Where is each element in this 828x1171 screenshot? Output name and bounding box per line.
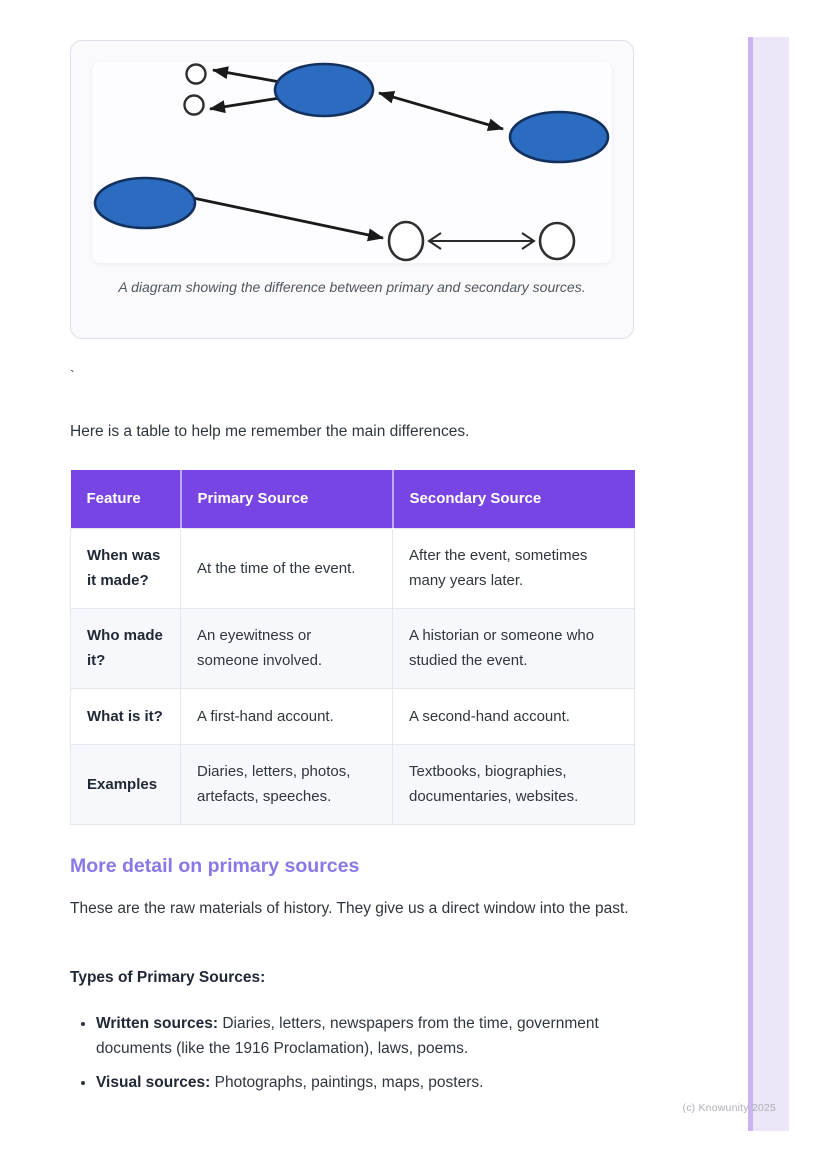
cell-secondary: After the event, sometimes many years later. (393, 528, 635, 608)
table-row (71, 688, 635, 744)
list-title: Types of Primary Sources: (70, 969, 266, 986)
outline-circle-bottom-right (540, 223, 574, 259)
intro-text: Here is a table to help me remember the main differences. (70, 423, 470, 440)
double-arrow-top-right (379, 93, 503, 129)
page-edge-strip (748, 37, 789, 1131)
bullet-text: Diaries, letters, newspapers from the time, government documents (like the 1916 Proclamation), laws, poems. (96, 1015, 599, 1057)
bullet-label: Visual sources: (96, 1074, 211, 1091)
arrow-to-small-circle-1 (213, 70, 280, 82)
cell-primary: A first-hand account. (181, 688, 393, 744)
list-item (96, 1011, 634, 1061)
table-header-row (71, 470, 635, 528)
cell-feature: Who made it? (71, 608, 181, 688)
bullet-label: Written sources: (96, 1015, 219, 1032)
cell-primary: At the time of the event. (181, 528, 393, 608)
diagram-card (70, 40, 634, 339)
sources-diagram (92, 62, 612, 263)
cell-secondary: A second-hand account. (393, 688, 635, 744)
list-item (96, 1070, 634, 1095)
header-secondary-source: Secondary Source (393, 470, 635, 528)
stray-backtick: ` (70, 367, 75, 383)
copyright-text: (c) Knowunity 2025 (682, 1102, 776, 1114)
header-feature: Feature (71, 470, 181, 528)
cell-primary: Diaries, letters, photos, artefacts, speeches. (181, 744, 393, 824)
section-paragraph: These are the raw materials of history. They give us a direct window into the past. (70, 900, 629, 917)
small-outline-circle-2 (185, 96, 204, 115)
small-outline-circle-1 (187, 65, 206, 84)
bullet-text: Photographs, paintings, maps, posters. (210, 1074, 484, 1091)
comparison-table (70, 470, 635, 825)
diagram-panel (92, 62, 612, 263)
cell-secondary: A historian or someone who studied the event. (393, 608, 635, 688)
outline-circle-bottom-left (389, 222, 423, 260)
section-heading: More detail on primary sources (70, 855, 360, 877)
header-primary-source: Primary Source (181, 470, 393, 528)
arrow-bottom-long (193, 198, 383, 238)
blue-ellipse-bottom-left (95, 178, 195, 228)
blue-ellipse-right (510, 112, 608, 162)
cell-feature: Examples (71, 744, 181, 824)
cell-primary: An eyewitness or someone involved. (181, 608, 393, 688)
table-row (71, 608, 635, 688)
cell-secondary: Textbooks, biographies, documentaries, websites. (393, 744, 635, 824)
arrow-to-small-circle-2 (210, 98, 280, 109)
figure-caption: A diagram showing the difference between primary and secondary sources. (118, 279, 586, 295)
table-row (71, 528, 635, 608)
blue-ellipse-top (275, 64, 373, 116)
primary-sources-list (70, 1011, 634, 1104)
table-row (71, 744, 635, 824)
cell-feature: When was it made? (71, 528, 181, 608)
cell-feature: What is it? (71, 688, 181, 744)
